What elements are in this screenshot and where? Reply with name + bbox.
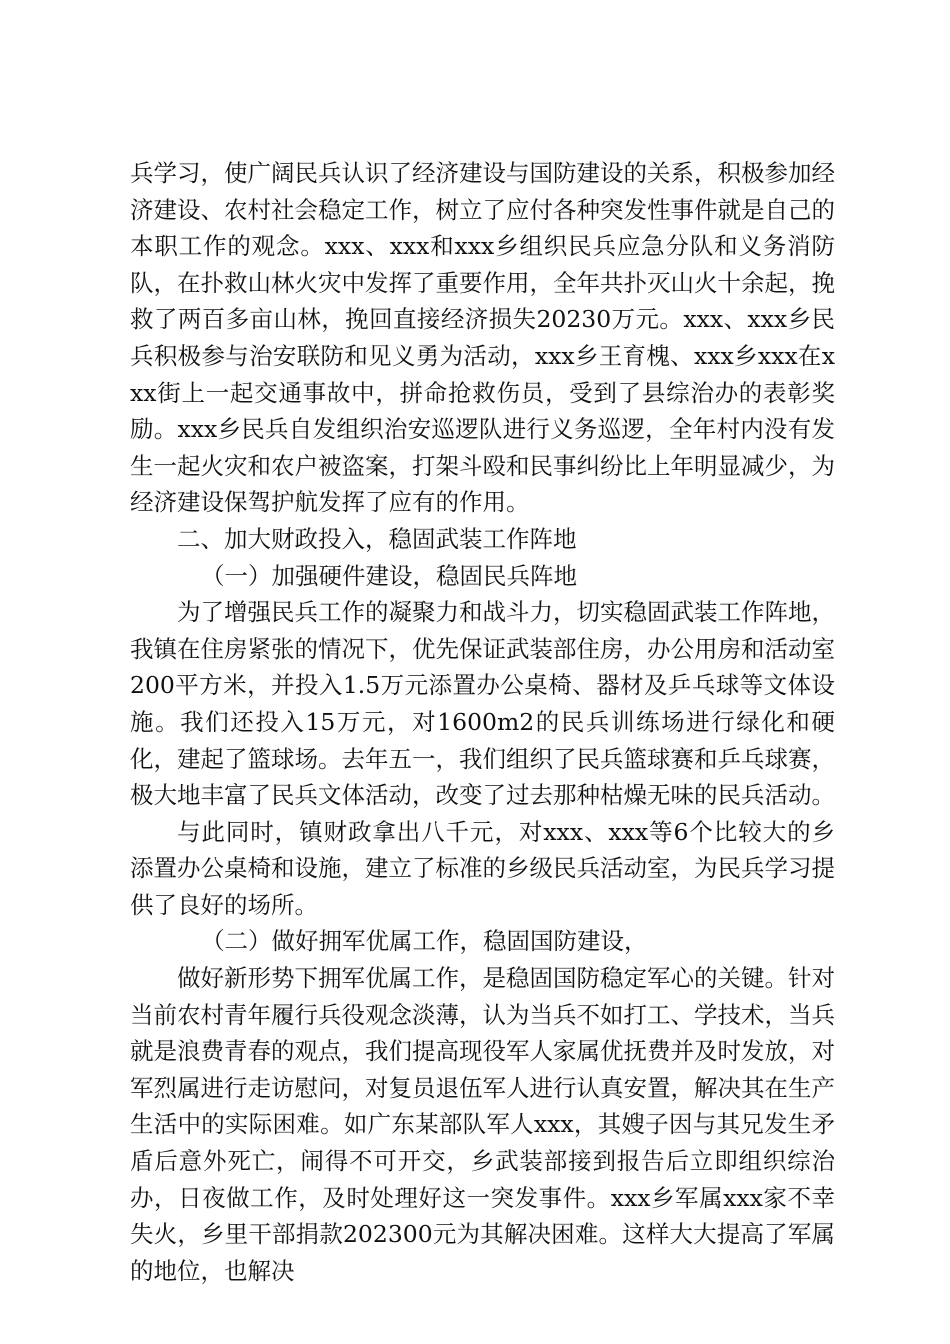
subsection-heading: （一）加强硬件建设，稳固民兵阵地 (201, 561, 577, 590)
document-page (130, 155, 835, 1289)
body-paragraph: 与此同时，镇财政拿出八千元，对xxx、xxx等6个比较大的乡添置办公桌椅和设施，建立了标准的乡级民兵活动室，为民兵学习提供了良好的场所。 (130, 817, 835, 919)
body-paragraph: 做好新形势下拥军优属工作，是稳固国防稳定军心的关键。针对当前农村青年履行兵役观念淡薄，认为当兵不如打工、学技术，当兵就是浪费青春的观点，我们提高现役军人家属优抚费并及时发放，对军烈属进行走访慰问，对复员退伍军人进行认真安置，解决其在生产生活中的实际困难。如广东某部队军人xxx，其嫂子因与其兄发生矛盾后意外死亡，闹得不可开交，乡武装部接到报告后立即组织综治办，日夜做工作，及时处理好这一突发事件。xxx乡军属xxx家不幸失火，乡里干部捐款202300元为其解决困难。这样大大提高了军属的地位，也解决 (130, 964, 835, 1285)
section-heading: 二、加大财政投入，稳固武装工作阵地 (177, 524, 577, 553)
subsection-heading: （二）做好拥军优属工作，稳固国防建设， (201, 927, 648, 956)
body-paragraph-continued: 兵学习，使广阔民兵认识了经济建设与国防建设的关系，积极参加经济建设、农村社会稳定工作，树立了应付各种突发性事件就是自己的本职工作的观念。xxx、xxx和xxx乡组织民兵应急分队和义务消防队，在扑救山林火灾中发挥了重要作用，全年共扑灭山火十余起，挽救了两百多亩山林，挽回直接经济损失20230万元。xxx、xxx乡民兵积极参与治安联防和见义勇为活动，xxx乡王育槐、xxx乡xxx在xxx街上一起交通事故中，拼命抢救伤员，受到了县综治办的表彰奖励。xxx乡民兵自发组织治安巡逻队进行义务巡逻，全年村内没有发生一起火灾和农户被盗案，打架斗殴和民事纠纷比上年明显减少，为经济建设保驾护航发挥了应有的作用。 (130, 159, 835, 517)
body-paragraph: 为了增强民兵工作的凝聚力和战斗力，切实稳固武装工作阵地，我镇在住房紧张的情况下，优先保证武装部住房，办公用房和活动室200平方米，并投入1.5万元添置办公桌椅、器材及乒乓球等文体设施。我们还投入15万元，对1600m2的民兵训练场进行绿化和硬化，建起了篮球场。去年五一，我们组织了民兵篮球赛和乒乓球赛，极大地丰富了民兵文体活动，改变了过去那种枯燥无味的民兵活动。 (130, 598, 835, 810)
